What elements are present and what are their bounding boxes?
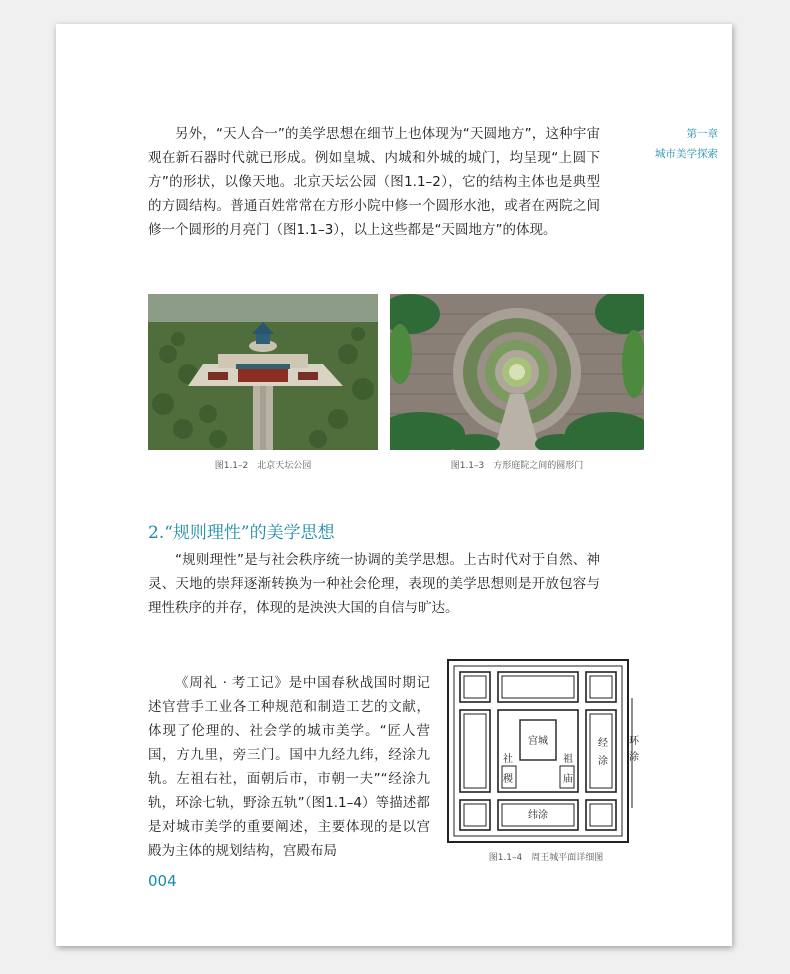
figure-caption-zhou-city: 图1.1–4 周王城平面详细图 (488, 853, 604, 863)
tu-label: 涂 (598, 756, 608, 767)
chapter-number: 第一章 (686, 128, 718, 140)
chapter-tag (655, 124, 718, 164)
huan-tu-label: 涂 (629, 752, 639, 763)
zu-label: 祖 (563, 754, 573, 765)
chapter-title: 城市美学探索 (655, 148, 718, 160)
she-label: 社 (503, 754, 513, 765)
figure-caption-moon-gate: 图1.1–3 方形庭院之间的圆形门 (450, 461, 584, 471)
paragraph-tianyuan-difang: 另外，“天人合一”的美学思想在细节上也体现为“天圆地方”，这种宇宙观在新石器时代就已形成。例如皇城、内城和外城的城门，均呈现“上圆下方”的形状，以像天地。北京天坛公园（图1.1–2），它的结构主体也是典型的方圆结构。普通百姓常常在方形小院中修一个圆形水池，或者在两院之间修一个圆形的月亮门（图1.1–3），以上这些都是“天圆地方”的体现。 (148, 126, 600, 238)
paragraph-zhouli-kaogongji: 《周礼 · 考工记》是中国春秋战国时期记述官营手工业各工种规范和制造工艺的文献，体现了伦理的、社会学的城市美学。“匠人营国，方九里，旁三门。国中九经九纬，经涂九轨。左祖右社，面朝后市，市朝一夫”“经涂九轨，环涂七轨，野涂五轨”（图1.1–4）等描述都是对城市美学的重要阐述，主要体现的是以宫殿为主体的规划结构，宫殿布局 (148, 675, 430, 859)
jing-label: 经 (598, 738, 608, 749)
temple-of-heaven-photo (148, 294, 378, 450)
moon-gate-photo (390, 294, 644, 450)
paragraph-guize-lixing: “规则理性”是与社会秩序统一协调的美学思想。上古时代对于自然、神灵、天地的崇拜逐渐转换为一种社会伦理，表现的美学思想则是开放包容与理性秩序的并存，体现的是泱泱大国的自信与旷达。 (148, 552, 600, 616)
ji-label: 稷 (503, 774, 513, 785)
figure-caption-temple: 图1.1–2 北京天坛公园 (214, 461, 312, 471)
zhou-city-plan-diagram (446, 658, 642, 844)
palace-label: 宫城 (528, 736, 548, 747)
miao-label: 庙 (563, 774, 573, 785)
weitu-label: 纬涂 (528, 810, 548, 821)
book-page (56, 24, 732, 946)
huan-label: 环 (629, 736, 639, 747)
section-title: 2.“规则理性”的美学思想 (148, 523, 335, 543)
page-number: 004 (148, 872, 177, 890)
